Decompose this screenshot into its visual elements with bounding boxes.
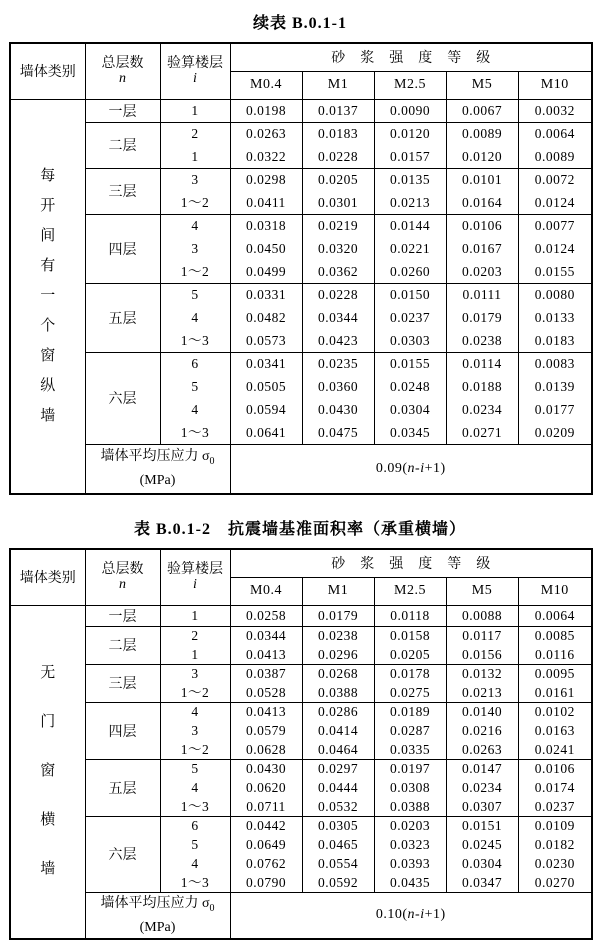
value-cell: 0.0085 xyxy=(518,626,592,645)
check-floor-cell: 1～2 xyxy=(160,260,230,283)
value-cell: 0.0388 xyxy=(302,683,374,702)
col-header-wall-category: 墙体类别 xyxy=(10,549,85,605)
value-cell: 0.0263 xyxy=(446,740,518,759)
footer-label-line2: (MPa) xyxy=(139,919,176,935)
value-cell: 0.0464 xyxy=(302,740,374,759)
value-cell: 0.0344 xyxy=(302,306,374,329)
value-cell: 0.0465 xyxy=(302,835,374,854)
value-cell: 0.0155 xyxy=(374,352,446,375)
value-cell: 0.0237 xyxy=(518,797,592,816)
check-floor-cell: 1～2 xyxy=(160,191,230,214)
table-row xyxy=(10,214,592,237)
table-row xyxy=(10,605,592,626)
check-floor-variable: i xyxy=(193,71,197,87)
header-row-1 xyxy=(10,43,592,71)
floors-group-label: 五层 xyxy=(85,283,160,352)
value-cell: 0.0301 xyxy=(302,191,374,214)
value-cell: 0.0248 xyxy=(374,375,446,398)
table-body xyxy=(10,605,592,939)
value-cell: 0.0711 xyxy=(230,797,302,816)
value-cell: 0.0182 xyxy=(518,835,592,854)
value-cell: 0.0331 xyxy=(230,283,302,306)
footer-formula-cell: 0.09(n-i+1) xyxy=(230,444,592,494)
value-cell: 0.0260 xyxy=(374,260,446,283)
value-cell: 0.0179 xyxy=(446,306,518,329)
formula-variable: i xyxy=(420,907,425,923)
value-cell: 0.0442 xyxy=(230,816,302,835)
value-cell: 0.0209 xyxy=(518,421,592,444)
check-floor-cell: 6 xyxy=(160,352,230,375)
footer-row xyxy=(10,892,592,939)
col-header-grade: M5 xyxy=(446,577,518,605)
value-cell: 0.0144 xyxy=(374,214,446,237)
value-cell: 0.0304 xyxy=(446,854,518,873)
wall-category-char: 纵 xyxy=(40,377,56,394)
value-cell: 0.0157 xyxy=(374,145,446,168)
value-cell: 0.0114 xyxy=(446,352,518,375)
value-cell: 0.0116 xyxy=(518,645,592,664)
value-cell: 0.0147 xyxy=(446,759,518,778)
value-cell: 0.0178 xyxy=(374,664,446,683)
value-cell: 0.0411 xyxy=(230,191,302,214)
col-header-total-floors xyxy=(85,549,160,605)
value-cell: 0.0423 xyxy=(302,329,374,352)
table-continued-b011 xyxy=(9,42,593,495)
footer-formula-cell: 0.10(n-i+1) xyxy=(230,892,592,939)
value-cell: 0.0435 xyxy=(374,873,446,892)
check-floor-cell: 5 xyxy=(160,835,230,854)
value-cell: 0.0270 xyxy=(518,873,592,892)
value-cell: 0.0135 xyxy=(374,168,446,191)
footer-label-line1: 墙体平均压应力 $\sigma_0$ xyxy=(100,895,215,914)
table-2-title: 表 B.0.1-2 抗震墙基准面积率（承重横墙） xyxy=(133,521,466,538)
table-row xyxy=(10,759,592,778)
value-cell: 0.0303 xyxy=(374,329,446,352)
wall-category-char: 墙 xyxy=(40,407,56,424)
value-cell: 0.0308 xyxy=(374,778,446,797)
value-cell: 0.0205 xyxy=(302,168,374,191)
value-cell: 0.0077 xyxy=(518,214,592,237)
wall-category-cell xyxy=(10,605,85,939)
col-header-grade: M10 xyxy=(518,71,592,99)
value-cell: 0.0238 xyxy=(446,329,518,352)
footer-label-line1: 墙体平均压应力 $\sigma_0$ xyxy=(100,449,215,468)
value-cell: 0.0189 xyxy=(374,702,446,721)
value-cell: 0.0179 xyxy=(302,605,374,626)
col-header-mortar-grade: 砂浆强度等级 xyxy=(230,549,592,577)
value-cell: 0.0161 xyxy=(518,683,592,702)
value-cell: 0.0228 xyxy=(302,283,374,306)
check-floor-cell: 1～3 xyxy=(160,873,230,892)
value-cell: 0.0298 xyxy=(230,168,302,191)
value-cell: 0.0345 xyxy=(374,421,446,444)
value-cell: 0.0320 xyxy=(302,237,374,260)
col-header-grade: M1 xyxy=(302,577,374,605)
value-cell: 0.0307 xyxy=(446,797,518,816)
value-cell: 0.0158 xyxy=(374,626,446,645)
wall-category-char: 一 xyxy=(40,287,56,304)
table-1-title: 续表 B.0.1-1 xyxy=(252,15,347,32)
value-cell: 0.0064 xyxy=(518,122,592,145)
col-header-total-floors xyxy=(85,43,160,99)
wall-category-char: 有 xyxy=(40,257,56,274)
value-cell: 0.0318 xyxy=(230,214,302,237)
value-cell: 0.0444 xyxy=(302,778,374,797)
value-cell: 0.0234 xyxy=(446,778,518,797)
value-cell: 0.0413 xyxy=(230,645,302,664)
value-cell: 0.0304 xyxy=(374,398,446,421)
check-floor-cell: 1 xyxy=(160,145,230,168)
value-cell: 0.0183 xyxy=(518,329,592,352)
col-header-grade: M2.5 xyxy=(374,577,446,605)
floors-group-label: 六层 xyxy=(85,816,160,892)
value-cell: 0.0102 xyxy=(518,702,592,721)
value-cell: 0.0413 xyxy=(230,702,302,721)
value-cell: 0.0344 xyxy=(230,626,302,645)
total-floors-label: 总层数 xyxy=(101,562,144,578)
check-floor-cell: 5 xyxy=(160,375,230,398)
value-cell: 0.0177 xyxy=(518,398,592,421)
value-cell: 0.0132 xyxy=(446,664,518,683)
value-cell: 0.0133 xyxy=(518,306,592,329)
value-cell: 0.0620 xyxy=(230,778,302,797)
value-cell: 0.0335 xyxy=(374,740,446,759)
value-cell: 0.0118 xyxy=(374,605,446,626)
col-header-grade: M5 xyxy=(446,71,518,99)
value-cell: 0.0238 xyxy=(302,626,374,645)
wall-category-vertical-label xyxy=(11,168,85,425)
value-cell: 0.0762 xyxy=(230,854,302,873)
value-cell: 0.0203 xyxy=(446,260,518,283)
value-cell: 0.0505 xyxy=(230,375,302,398)
check-floor-cell: 1～3 xyxy=(160,329,230,352)
table-header xyxy=(10,43,592,99)
table-row xyxy=(10,283,592,306)
value-cell: 0.0203 xyxy=(374,816,446,835)
value-cell: 0.0287 xyxy=(374,721,446,740)
value-cell: 0.0641 xyxy=(230,421,302,444)
value-cell: 0.0205 xyxy=(374,645,446,664)
value-cell: 0.0387 xyxy=(230,664,302,683)
check-floor-cell: 1～3 xyxy=(160,421,230,444)
col-header-grade: M2.5 xyxy=(374,71,446,99)
value-cell: 0.0072 xyxy=(518,168,592,191)
wall-category-char: 窗 xyxy=(40,763,56,780)
value-cell: 0.0213 xyxy=(374,191,446,214)
value-cell: 0.0155 xyxy=(518,260,592,283)
value-cell: 0.0032 xyxy=(518,99,592,122)
value-cell: 0.0124 xyxy=(518,237,592,260)
floors-group-label: 六层 xyxy=(85,352,160,444)
value-cell: 0.0347 xyxy=(446,873,518,892)
value-cell: 0.0360 xyxy=(302,375,374,398)
floors-group-label: 三层 xyxy=(85,168,160,214)
value-cell: 0.0140 xyxy=(446,702,518,721)
value-cell: 0.0198 xyxy=(230,99,302,122)
check-floor-cell: 1～2 xyxy=(160,683,230,702)
value-cell: 0.0790 xyxy=(230,873,302,892)
total-floors-variable: n xyxy=(119,71,126,87)
value-cell: 0.0120 xyxy=(374,122,446,145)
value-cell: 0.0088 xyxy=(446,605,518,626)
value-cell: 0.0139 xyxy=(518,375,592,398)
value-cell: 0.0450 xyxy=(230,237,302,260)
value-cell: 0.0305 xyxy=(302,816,374,835)
wall-category-char: 门 xyxy=(40,714,56,731)
value-cell: 0.0156 xyxy=(446,645,518,664)
value-cell: 0.0430 xyxy=(230,759,302,778)
value-cell: 0.0322 xyxy=(230,145,302,168)
check-floor-cell: 4 xyxy=(160,778,230,797)
table-row xyxy=(10,702,592,721)
table-row xyxy=(10,122,592,145)
value-cell: 0.0579 xyxy=(230,721,302,740)
check-floor-cell: 1 xyxy=(160,645,230,664)
value-cell: 0.0064 xyxy=(518,605,592,626)
value-cell: 0.0388 xyxy=(374,797,446,816)
check-floor-cell: 2 xyxy=(160,626,230,645)
table-b012 xyxy=(9,548,593,940)
value-cell: 0.0095 xyxy=(518,664,592,683)
check-floor-cell: 1～3 xyxy=(160,797,230,816)
total-floors-variable: n xyxy=(119,577,126,593)
floors-group-label: 五层 xyxy=(85,759,160,816)
check-floor-cell: 4 xyxy=(160,214,230,237)
value-cell: 0.0083 xyxy=(518,352,592,375)
value-cell: 0.0124 xyxy=(518,191,592,214)
value-cell: 0.0183 xyxy=(302,122,374,145)
col-header-wall-category: 墙体类别 xyxy=(10,43,85,99)
value-cell: 0.0235 xyxy=(302,352,374,375)
value-cell: 0.0475 xyxy=(302,421,374,444)
check-floor-cell: 1～2 xyxy=(160,740,230,759)
value-cell: 0.0241 xyxy=(518,740,592,759)
check-floor-variable: i xyxy=(193,577,197,593)
wall-category-cell xyxy=(10,99,85,494)
value-cell: 0.0106 xyxy=(446,214,518,237)
value-cell: 0.0120 xyxy=(446,145,518,168)
value-cell: 0.0151 xyxy=(446,816,518,835)
value-cell: 0.0080 xyxy=(518,283,592,306)
value-cell: 0.0554 xyxy=(302,854,374,873)
value-cell: 0.0573 xyxy=(230,329,302,352)
check-floor-cell: 4 xyxy=(160,702,230,721)
value-cell: 0.0393 xyxy=(374,854,446,873)
check-floor-cell: 4 xyxy=(160,306,230,329)
value-cell: 0.0137 xyxy=(302,99,374,122)
footer-label-cell xyxy=(85,444,230,494)
check-floor-cell: 4 xyxy=(160,854,230,873)
col-header-grade: M10 xyxy=(518,577,592,605)
value-cell: 0.0594 xyxy=(230,398,302,421)
check-floor-cell: 2 xyxy=(160,122,230,145)
wall-category-vertical-label xyxy=(11,665,85,878)
wall-category-char: 无 xyxy=(40,665,56,682)
table-row xyxy=(10,168,592,191)
check-floor-label: 验算楼层 xyxy=(167,562,223,578)
value-cell: 0.0271 xyxy=(446,421,518,444)
wall-category-char: 窗 xyxy=(40,347,56,364)
value-cell: 0.0341 xyxy=(230,352,302,375)
col-header-check-floor xyxy=(160,43,230,99)
value-cell: 0.0221 xyxy=(374,237,446,260)
value-cell: 0.0106 xyxy=(518,759,592,778)
header-row-1 xyxy=(10,549,592,577)
value-cell: 0.0219 xyxy=(302,214,374,237)
floors-group-label: 一层 xyxy=(85,99,160,122)
value-cell: 0.0528 xyxy=(230,683,302,702)
value-cell: 0.0268 xyxy=(302,664,374,683)
value-cell: 0.0230 xyxy=(518,854,592,873)
wall-category-char: 每 xyxy=(40,167,56,184)
formula-variable: i xyxy=(420,460,425,476)
check-floor-label: 验算楼层 xyxy=(167,56,223,72)
value-cell: 0.0245 xyxy=(446,835,518,854)
value-cell: 0.0263 xyxy=(230,122,302,145)
check-floor-cell: 5 xyxy=(160,759,230,778)
table-row xyxy=(10,664,592,683)
value-cell: 0.0111 xyxy=(446,283,518,306)
value-cell: 0.0296 xyxy=(302,645,374,664)
value-cell: 0.0109 xyxy=(518,816,592,835)
value-cell: 0.0234 xyxy=(446,398,518,421)
value-cell: 0.0362 xyxy=(302,260,374,283)
value-cell: 0.0101 xyxy=(446,168,518,191)
value-cell: 0.0649 xyxy=(230,835,302,854)
value-cell: 0.0117 xyxy=(446,626,518,645)
total-floors-label: 总层数 xyxy=(101,56,144,72)
wall-category-char: 个 xyxy=(40,317,56,334)
check-floor-cell: 1 xyxy=(160,99,230,122)
value-cell: 0.0089 xyxy=(446,122,518,145)
value-cell: 0.0482 xyxy=(230,306,302,329)
value-cell: 0.0090 xyxy=(374,99,446,122)
check-floor-cell: 4 xyxy=(160,398,230,421)
value-cell: 0.0286 xyxy=(302,702,374,721)
table-header xyxy=(10,549,592,605)
value-cell: 0.0163 xyxy=(518,721,592,740)
footer-row xyxy=(10,444,592,494)
footer-label-cell xyxy=(85,892,230,939)
value-cell: 0.0167 xyxy=(446,237,518,260)
col-header-grade: M0.4 xyxy=(230,71,302,99)
floors-group-label: 一层 xyxy=(85,605,160,626)
value-cell: 0.0188 xyxy=(446,375,518,398)
value-cell: 0.0499 xyxy=(230,260,302,283)
floors-group-label: 四层 xyxy=(85,214,160,283)
table-body xyxy=(10,99,592,494)
value-cell: 0.0067 xyxy=(446,99,518,122)
check-floor-cell: 5 xyxy=(160,283,230,306)
check-floor-cell: 3 xyxy=(160,168,230,191)
col-header-grade: M1 xyxy=(302,71,374,99)
floors-group-label: 二层 xyxy=(85,626,160,664)
formula-variable: n xyxy=(407,907,416,923)
wall-category-char: 横 xyxy=(40,812,56,829)
table-row xyxy=(10,626,592,645)
floors-group-label: 二层 xyxy=(85,122,160,168)
check-floor-cell: 3 xyxy=(160,237,230,260)
check-floor-cell: 3 xyxy=(160,721,230,740)
value-cell: 0.0237 xyxy=(374,306,446,329)
floors-group-label: 四层 xyxy=(85,702,160,759)
col-header-grade: M0.4 xyxy=(230,577,302,605)
col-header-mortar-grade: 砂浆强度等级 xyxy=(230,43,592,71)
col-header-check-floor xyxy=(160,549,230,605)
value-cell: 0.0275 xyxy=(374,683,446,702)
check-floor-cell: 3 xyxy=(160,664,230,683)
value-cell: 0.0213 xyxy=(446,683,518,702)
value-cell: 0.0323 xyxy=(374,835,446,854)
value-cell: 0.0532 xyxy=(302,797,374,816)
floors-group-label: 三层 xyxy=(85,664,160,702)
value-cell: 0.0414 xyxy=(302,721,374,740)
value-cell: 0.0430 xyxy=(302,398,374,421)
value-cell: 0.0174 xyxy=(518,778,592,797)
check-floor-cell: 1 xyxy=(160,605,230,626)
value-cell: 0.0150 xyxy=(374,283,446,306)
value-cell: 0.0164 xyxy=(446,191,518,214)
wall-category-char: 开 xyxy=(40,197,56,214)
table-row xyxy=(10,816,592,835)
value-cell: 0.0089 xyxy=(518,145,592,168)
formula-variable: n xyxy=(407,460,416,476)
value-cell: 0.0297 xyxy=(302,759,374,778)
wall-category-char: 墙 xyxy=(40,861,56,878)
footer-label-line2: (MPa) xyxy=(139,473,176,489)
value-cell: 0.0197 xyxy=(374,759,446,778)
wall-category-char: 间 xyxy=(40,227,56,244)
table-row xyxy=(10,352,592,375)
check-floor-cell: 6 xyxy=(160,816,230,835)
value-cell: 0.0628 xyxy=(230,740,302,759)
value-cell: 0.0228 xyxy=(302,145,374,168)
value-cell: 0.0216 xyxy=(446,721,518,740)
value-cell: 0.0258 xyxy=(230,605,302,626)
value-cell: 0.0592 xyxy=(302,873,374,892)
table-row xyxy=(10,99,592,122)
